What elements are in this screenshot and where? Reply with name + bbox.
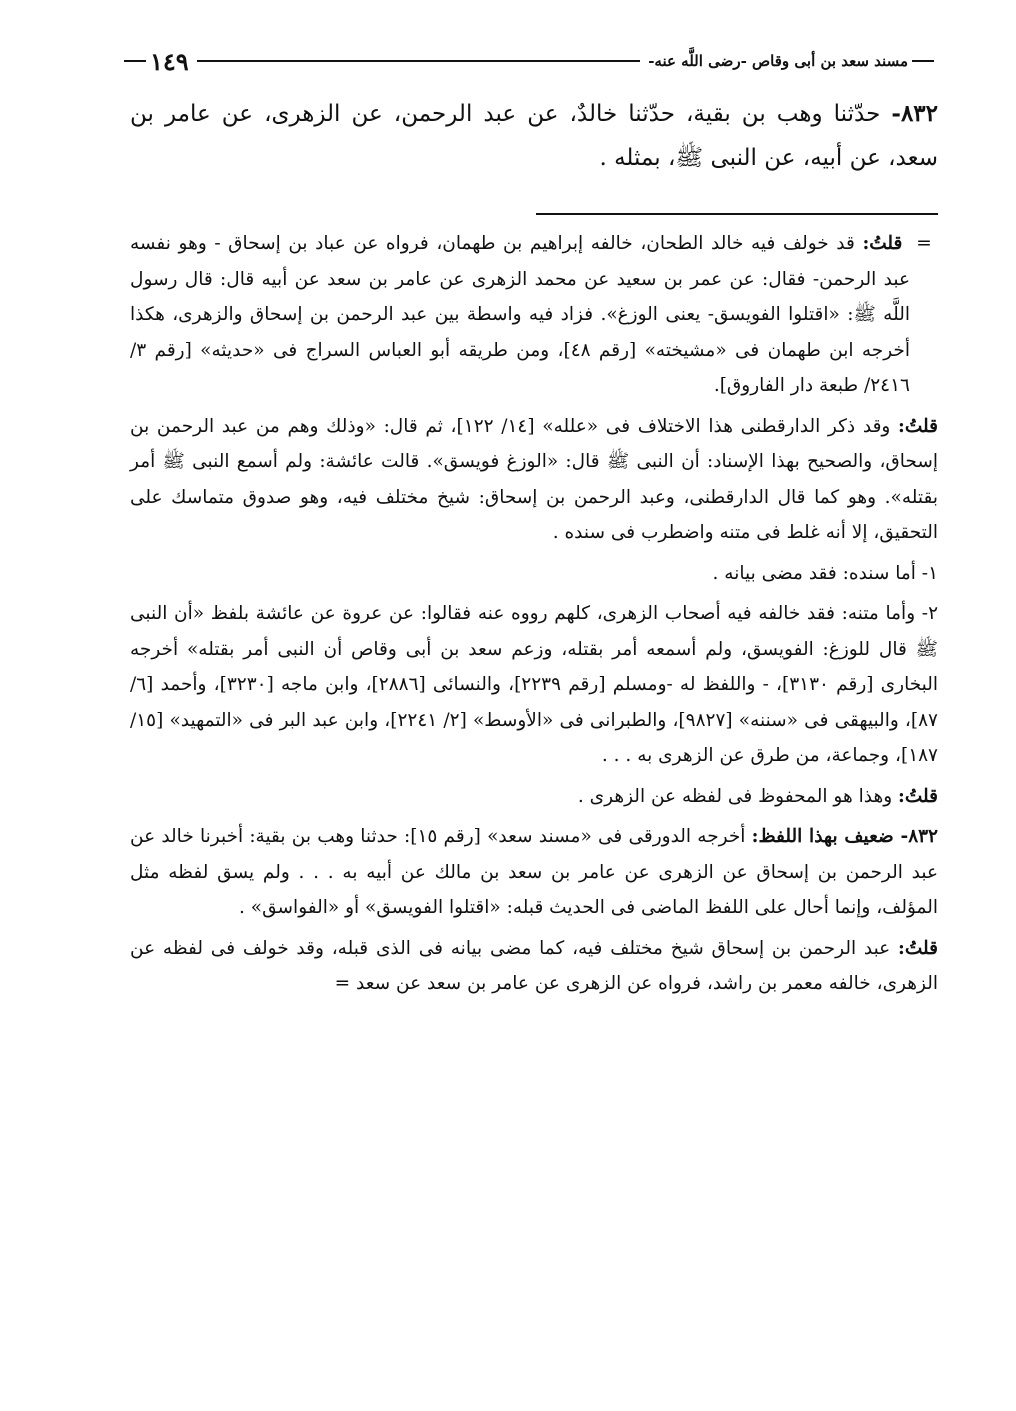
header-title: مسند سعد بن أبى وقاص -رضى اللَّه عنه- xyxy=(648,52,908,70)
note-text: ١- أما سنده: فقد مضى بيانه . xyxy=(712,562,938,584)
note-label: ٨٣٢- ضعيف بهذا اللفظ: xyxy=(751,826,938,847)
header-dash-left xyxy=(124,60,146,62)
footnotes xyxy=(130,226,938,1007)
note-paragraph-1 xyxy=(130,226,938,404)
note-text: عبد الرحمن بن إسحاق شيخ مختلف فيه، كما مضى بيانه فى الذى قبله، وقد خولف فى لفظه عن الزهرى، خالفه معمر بن راشد، فرواه عن الزهرى عن عامر بن سعد عن سعد xyxy=(130,937,938,994)
note-label: قلتُ: xyxy=(862,233,903,254)
note-label: قلتُ: xyxy=(898,415,938,437)
header-dash-right xyxy=(912,60,934,62)
note-label: قلتُ: xyxy=(898,937,938,959)
note-paragraph-4 xyxy=(130,596,938,774)
note-paragraph-7 xyxy=(130,931,938,1002)
main-hadith xyxy=(130,92,938,180)
hadith-text: حدّثنا وهب بن بقية، حدّثنا خالدٌ، عن عبد الرحمن، عن الزهرى، عن عامر بن سعد، عن أبيه، عن النبى ﷺ، بمثله . xyxy=(130,101,938,171)
note-text: وهذا هو المحفوظ فى لفظه عن الزهرى . xyxy=(577,785,893,807)
note-text: وقد ذكر الدارقطنى هذا الاختلاف فى «علله» [١٤/ ١٢٢]، ثم قال: «وذلك وهم من عبد الرحمن بن إسحاق، والصحيح بهذا الإسناد: أن النبى ﷺ قال: «الوزغ فويسق». قالت عائشة: ولم أسمع النبى ﷺ أمر بقتله». وهو كما قال الدارقطنى، وعبد الرحمن بن إسحاق: شيخ مختلف فيه، وهو صدوق متماسك على التحقيق، إلا أنه غلط فى متنه واضطرب فى سنده . xyxy=(130,415,938,543)
continuation-mark: = xyxy=(916,233,932,254)
note-label: قلتُ: xyxy=(898,785,938,807)
note-paragraph-5 xyxy=(130,779,938,815)
note-text: قد خولف فيه خالد الطحان، خالفه إبراهيم بن طهمان، فرواه عن عباد بن إسحاق - وهو نفسه عبد الرحمن- فقال: عن عمر بن سعيد عن محمد الزهرى عن عامر بن سعد عن أبيه قال: قال رسول اللَّه ﷺ: «اقتلوا الفويسق- يعنى الوزغ». فزاد فيه واسطة بين عبد الرحمن بن إسحاق والزهرى، هكذا أخرجه ابن طهمان فى «مشيخته» [رقم ٤٨]، ومن طريقه أبو العباس السراج فى «حديثه» [رقم ٣/ ٢٤١٦/ طبعة دار الفاروق]. xyxy=(130,233,910,396)
running-header xyxy=(120,44,938,78)
hadith-number: ٨٣٢- xyxy=(891,100,939,127)
page-number: ١٤٩ xyxy=(150,46,189,76)
note-text: أخرجه الدورقى فى «مسند سعد» [رقم ١٥]: حدثنا وهب بن بقية: أخبرنا خالد عن عبد الرحمن بن إسحاق عن الزهرى عن عامر بن سعد بن مالك عن أبيه به . . . ولم يسق لفظه مثل المؤلف، وإنما أحال على اللفظ الماضى فى الحديث قبله: «اقتلوا الفويسق» أو «الفواسق» . xyxy=(130,826,938,918)
note-paragraph-6 xyxy=(130,819,938,926)
note-paragraph-2 xyxy=(130,409,938,551)
note-text: ٢- وأما متنه: فقد خالفه فيه أصحاب الزهرى، كلهم رووه عنه فقالوا: عن عروة عن عائشة بلفظ «أن النبى ﷺ قال للوزغ: الفويسق، ولم أسمعه أمر بقتله، وزعم سعد بن أبى وقاص أن النبى أمر بقتله» أخرجه البخارى [رقم ٣١٣٠]، - واللفظ له -ومسلم [رقم ٢٢٣٩]، والنسائى [٢٨٨٦]، وابن ماجه [٣٢٣٠]، وأحمد [٦/ ٨٧]، والبيهقى فى «سننه» [٩٨٢٧]، والطبرانى فى «الأوسط» [٢/ ٢٢٤١]، وابن عبد البر فى «التمهيد» [١٥/ ١٨٧]، وجماعة، من طرق عن الزهرى به . . . xyxy=(130,603,939,766)
header-rule xyxy=(197,60,641,62)
footnote-separator xyxy=(536,213,938,215)
end-continuation-mark: = xyxy=(334,973,351,994)
note-paragraph-3 xyxy=(130,556,938,592)
